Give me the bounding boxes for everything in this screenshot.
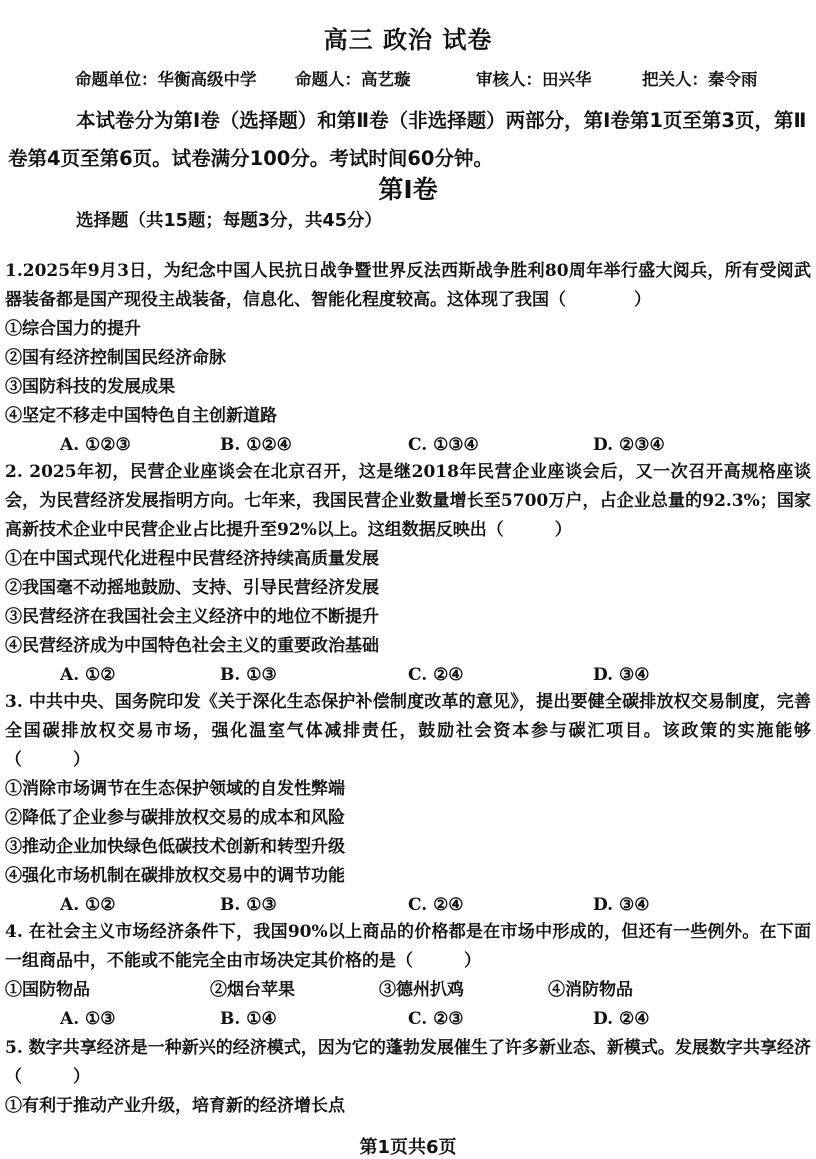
choice-c[interactable]: C. ②③: [408, 1009, 464, 1029]
question-option: ①消除市场调节在生态保护领域的自发性弊端: [5, 779, 345, 799]
choice-d[interactable]: D. ②③④: [593, 435, 665, 455]
choice-c[interactable]: C. ②④: [408, 665, 464, 685]
choice-b[interactable]: B. ①③: [220, 665, 277, 685]
answer-choices: [5, 661, 811, 690]
choice-c[interactable]: C. ①③④: [408, 435, 479, 455]
exam-intro: 本试卷分为第Ⅰ卷（选择题）和第Ⅱ卷（非选择题）两部分，第Ⅰ卷第1页至第3页，第Ⅱ卷第4页至第6页。试卷满分100分。考试时间60分钟。: [8, 109, 807, 170]
inline-options: [5, 976, 811, 1005]
question-option: ①综合国力的提升: [5, 319, 141, 339]
question-option: ②降低了企业参与碳排放权交易的成本和风险: [5, 808, 345, 828]
choice-a[interactable]: A. ①②: [60, 895, 116, 915]
section-subtitle: 选择题（共15题；每题3分，共45分）: [76, 211, 382, 231]
choice-b[interactable]: B. ①③: [220, 895, 277, 915]
choice-c[interactable]: C. ②④: [408, 895, 464, 915]
choice-b[interactable]: B. ①②④: [220, 435, 292, 455]
exam-title: 高三 政治 试卷: [323, 26, 493, 54]
question-stem: 2. 2025年初，民营企业座谈会在北京召开，这是继2018年民营企业座谈会后，又一次召开高规格座谈会，为民营经济发展指明方向。七年来，我国民营企业数量增长至5700万户，占企业总量的92.3%；国家高新技术企业中民营企业占比提升至92%以上。这组数据反映出（ ）: [5, 462, 811, 540]
question-4: [5, 918, 811, 1034]
question-option: ④强化市场机制在碳排放权交易中的调节功能: [5, 866, 345, 886]
choice-d[interactable]: D. ②④: [593, 1009, 650, 1029]
question-2: [5, 458, 811, 690]
section-title: 第Ⅰ卷: [378, 175, 438, 204]
question-option: ③国防科技的发展成果: [5, 377, 175, 397]
choice-a[interactable]: A. ①③: [60, 1009, 116, 1029]
question-option: ②烟台苹果: [210, 980, 295, 1000]
unit-label: 命题单位：华衡高级中学: [75, 70, 257, 89]
author-label: 命题人：高艺璇: [295, 70, 411, 89]
answer-choices: [5, 431, 811, 460]
choice-a[interactable]: A. ①②③: [60, 435, 131, 455]
question-option: ①在中国式现代化进程中民营经济持续高质量发展: [5, 549, 379, 569]
page-footer: 第1页共6页: [359, 1137, 457, 1158]
question-option: ③推动企业加快绿色低碳技术创新和转型升级: [5, 837, 345, 857]
question-stem: 4. 在社会主义市场经济条件下，我国90%以上商品的价格都是在市场中形成的，但还有一些例外。在下面一组商品中，不能或不能完全由市场决定其价格的是（ ）: [5, 922, 811, 971]
answer-choices: [5, 1005, 811, 1034]
question-option: ③德州扒鸡: [379, 980, 464, 1000]
question-option: ①国防物品: [5, 980, 90, 1000]
choice-d[interactable]: D. ③④: [593, 665, 650, 685]
choice-d[interactable]: D. ③④: [593, 895, 650, 915]
question-stem: 1.2025年9月3日，为纪念中国人民抗日战争暨世界反法西斯战争胜利80周年举行盛大阅兵，所有受阅武器装备都是国产现役主战装备，信息化、智能化程度较高。这体现了我国（ ）: [5, 261, 811, 310]
question-option: ④民营经济成为中国特色社会主义的重要政治基础: [5, 636, 379, 656]
answer-choices: [5, 891, 811, 920]
question-option: ②我国毫不动摇地鼓励、支持、引导民营经济发展: [5, 578, 379, 598]
exam-meta: [75, 66, 805, 90]
reviewer-label: 审核人：田兴华: [476, 70, 592, 89]
question-3: [5, 688, 811, 920]
question-1: [5, 257, 811, 460]
choice-b[interactable]: B. ①④: [220, 1009, 277, 1029]
question-option: ①有利于推动产业升级，培育新的经济增长点: [5, 1096, 345, 1116]
question-5: [5, 1034, 811, 1121]
question-option: ②国有经济控制国民经济命脉: [5, 348, 226, 368]
question-stem: 5. 数字共享经济是一种新兴的经济模式，因为它的蓬勃发展催生了许多新业态、新模式。发展数字共享经济（ ）: [5, 1038, 811, 1087]
question-option: ③民营经济在我国社会主义经济中的地位不断提升: [5, 607, 379, 627]
question-option: ④消防物品: [548, 980, 633, 1000]
question-option: ④坚定不移走中国特色自主创新道路: [5, 406, 277, 426]
checker-label: 把关人：秦令雨: [642, 70, 758, 89]
question-stem: 3. 中共中央、国务院印发《关于深化生态保护补偿制度改革的意见》，提出要健全碳排放权交易制度，完善全国碳排放权交易市场，强化温室气体减排责任，鼓励社会资本参与碳汇项目。该政策的实施能够（ ）: [5, 692, 811, 770]
choice-a[interactable]: A. ①②: [60, 665, 116, 685]
